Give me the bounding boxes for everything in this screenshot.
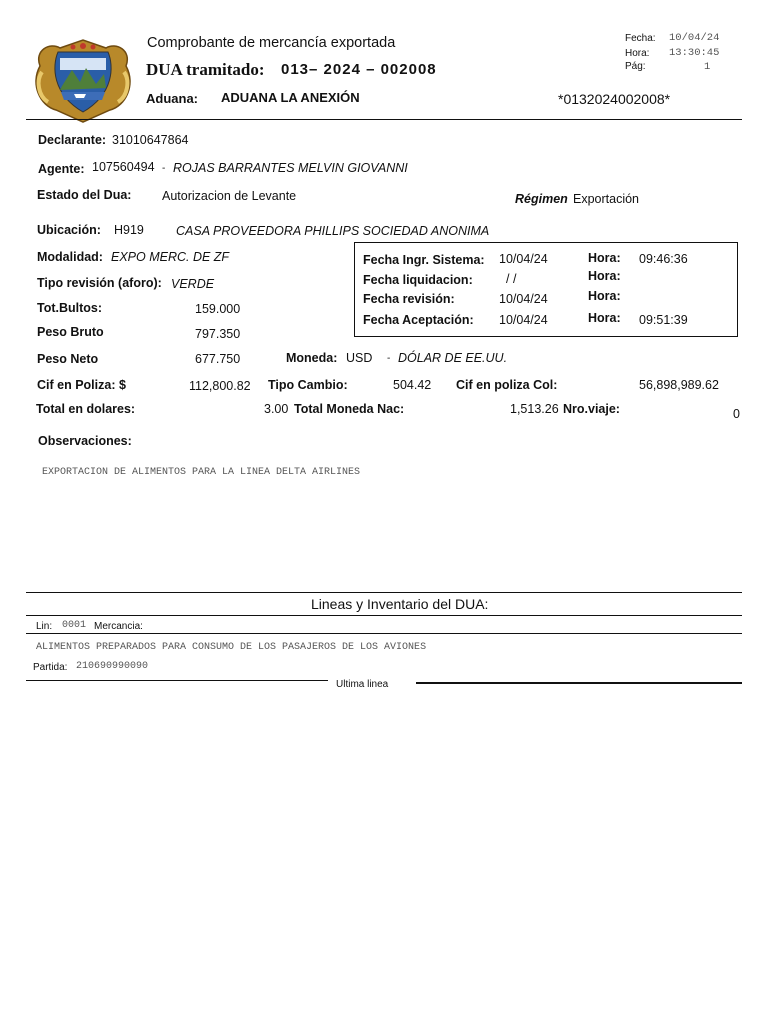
observaciones-text: EXPORTACION DE ALIMENTOS PARA LA LINEA DELTA AIRLINES (42, 467, 361, 478)
fecha-acep-value: 10/04/24 (499, 313, 548, 327)
hora-ingr-value: 09:46:36 (639, 252, 688, 266)
fecha-rev-value: 10/04/24 (499, 292, 548, 306)
tot-bultos-label: Tot.Bultos: (37, 301, 103, 315)
ultima-linea-left-rule (26, 680, 328, 681)
tipo-revision-label: Tipo revisión (aforo): (37, 276, 162, 290)
estado-value: Autorizacion de Levante (162, 189, 297, 203)
barcode-text: *0132024002008* (558, 91, 671, 107)
hora-liq-label: Hora: (588, 269, 621, 283)
peso-bruto-label: Peso Bruto (37, 325, 104, 339)
cif-col-label: Cif en poliza Col: (456, 378, 558, 392)
header-divider (26, 119, 742, 120)
moneda-name: DÓLAR DE EE.UU. (398, 351, 508, 365)
peso-bruto-value: 797.350 (195, 327, 241, 341)
fecha-acep-label: Fecha Aceptación: (363, 313, 474, 327)
regimen-label: Régimen (515, 192, 568, 206)
agente-separator: - (162, 163, 166, 174)
agente-id: 107560494 (92, 160, 155, 174)
dua-label: DUA tramitado: (146, 60, 265, 79)
aduana-label: Aduana: (146, 91, 198, 106)
coat-of-arms-seal (30, 36, 136, 124)
fecha-value: 10/04/24 (669, 32, 720, 44)
partida-value: 210690990090 (76, 661, 149, 672)
total-moneda-nac-value: 1,513.26 (510, 402, 559, 416)
cif-poliza-value: 112,800.82 (189, 379, 251, 393)
peso-neto-value: 677.750 (195, 352, 241, 366)
hora-acep-label: Hora: (588, 311, 621, 325)
lin-label: Lin: (36, 621, 53, 632)
mercancia-description: ALIMENTOS PREPARADOS PARA CONSUMO DE LOS PASAJEROS DE LOS AVIONES (36, 642, 427, 653)
lin-divider (26, 633, 742, 634)
peso-neto-label: Peso Neto (37, 352, 99, 366)
cif-col-value: 56,898,989.62 (639, 378, 719, 392)
total-moneda-nac-label: Total Moneda Nac: (294, 402, 405, 416)
cif-poliza-label: Cif en Poliza: $ (37, 378, 126, 392)
nro-viaje-value: 0 (733, 407, 740, 421)
lineas-bottom-divider (26, 615, 742, 616)
moneda-label: Moneda: (286, 351, 338, 365)
hora-ingr-label: Hora: (588, 251, 621, 265)
tipo-cambio-label: Tipo Cambio: (268, 378, 348, 392)
fecha-rev-label: Fecha revisión: (363, 292, 455, 306)
declarante-value: 31010647864 (112, 133, 189, 147)
hora-value: 13:30:45 (669, 47, 720, 59)
tot-bultos-value: 159.000 (195, 302, 241, 316)
agente-label: Agente: (38, 162, 85, 176)
moneda-code: USD (346, 351, 373, 365)
moneda-separator: - (387, 353, 391, 364)
ultima-linea-label: Ultima linea (336, 679, 389, 690)
fecha-ingr-value: 10/04/24 (499, 252, 548, 266)
hora-acep-value: 09:51:39 (639, 313, 688, 327)
tipo-cambio-value: 504.42 (393, 378, 432, 392)
hora-label: Hora: (625, 48, 650, 59)
tipo-revision-value: VERDE (171, 277, 215, 291)
lineas-title: Lineas y Inventario del DUA: (311, 596, 489, 612)
lin-value: 0001 (62, 620, 87, 631)
lineas-top-divider (26, 592, 742, 593)
aduana-value: ADUANA LA ANEXIÓN (221, 90, 360, 105)
document-title: Comprobante de mercancía exportada (147, 35, 396, 51)
mercancia-label: Mercancia: (94, 621, 143, 632)
regimen-value: Exportación (573, 192, 640, 206)
fecha-ingr-label: Fecha Ingr. Sistema: (363, 253, 485, 267)
estado-label: Estado del Dua: (37, 188, 132, 202)
pag-value: 1 (704, 61, 711, 73)
total-dolares-value: 3.00 (264, 402, 289, 416)
modalidad-label: Modalidad: (37, 250, 103, 264)
total-dolares-label: Total en dolares: (36, 402, 136, 416)
ubicacion-code: H919 (114, 223, 144, 237)
observaciones-label: Observaciones: (38, 434, 132, 448)
ubicacion-name: CASA PROVEEDORA PHILLIPS SOCIEDAD ANONIMA (176, 224, 490, 238)
fecha-liq-label: Fecha liquidacion: (363, 273, 473, 287)
hora-rev-label: Hora: (588, 289, 621, 303)
declarante-label: Declarante: (38, 133, 107, 147)
ultima-linea-right-rule (416, 682, 742, 684)
modalidad-value: EXPO MERC. DE ZF (111, 250, 230, 264)
nro-viaje-label: Nro.viaje: (563, 402, 620, 416)
fecha-label: Fecha: (625, 33, 656, 44)
partida-label: Partida: (33, 662, 68, 673)
dua-number: 013– 2024 – 002008 (281, 61, 437, 78)
ubicacion-label: Ubicación: (37, 223, 101, 237)
fecha-liq-value: / / (506, 272, 517, 286)
pag-label: Pág: (625, 61, 646, 72)
agente-name: ROJAS BARRANTES MELVIN GIOVANNI (173, 161, 408, 175)
